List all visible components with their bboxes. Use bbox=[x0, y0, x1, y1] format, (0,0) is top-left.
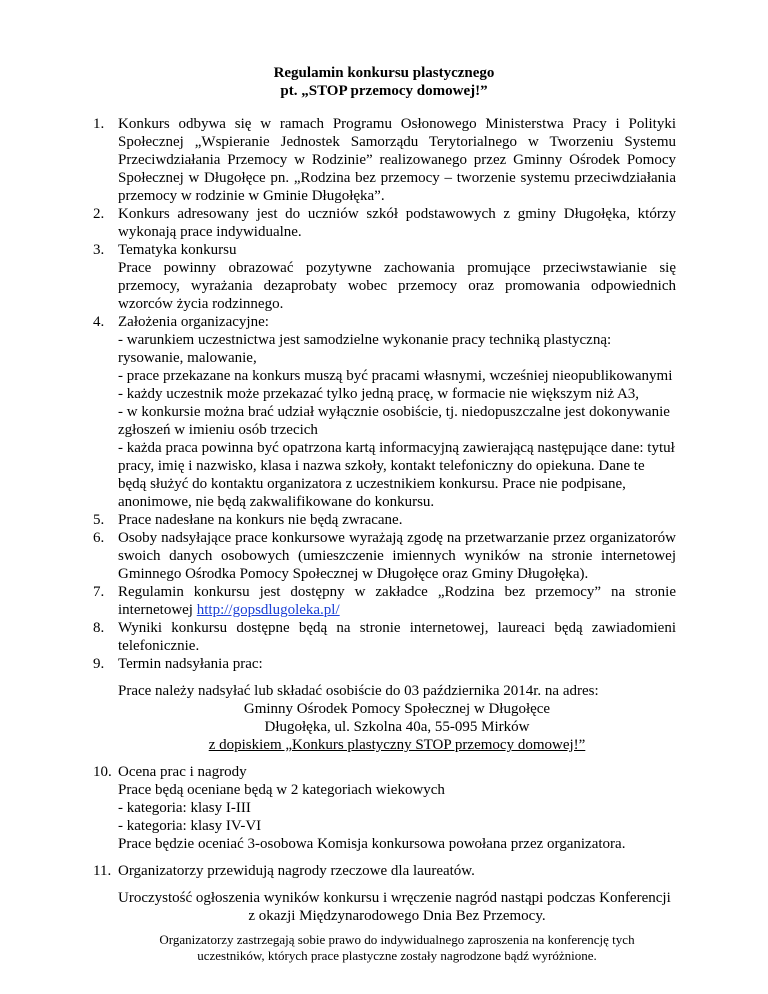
rule-number: 6. bbox=[93, 530, 105, 546]
rule-number: 7. bbox=[93, 584, 105, 600]
rule-text: Konkurs adresowany jest do uczniów szkół podstawowych z gminy Długołęka, którzy wykonają prace indywidualne. bbox=[118, 206, 676, 240]
rule-heading: Termin nadsyłania prac: bbox=[118, 656, 263, 672]
rule-heading: Tematyka konkursu bbox=[118, 242, 237, 258]
rule-item-10 bbox=[93, 763, 676, 853]
rule-text: Prace nadesłane na konkurs nie będą zwracane. bbox=[118, 512, 403, 528]
rule-point: - każdy uczestnik może przekazać tylko jedną pracę, w formacie nie większym niż A3, bbox=[118, 386, 640, 402]
ceremony-line-1: Uroczystość ogłoszenia wyników konkursu i wręczenie nagród nastąpi podczas Konferencji bbox=[118, 890, 671, 906]
rule-line: - kategoria: klasy I-III bbox=[118, 800, 251, 816]
rule-point: - warunkiem uczestnictwa jest samodzielne wykonanie pracy techniką plastyczną: rysowanie, malowanie, bbox=[118, 332, 612, 366]
rule-line: Prace będzie oceniać 3-osobowa Komisja konkursowa powołana przez organizatora. bbox=[118, 836, 626, 852]
rule-number: 1. bbox=[93, 116, 105, 132]
website-link[interactable]: http://gopsdlugoleka.pl/ bbox=[196, 602, 340, 618]
rule-heading: Ocena prac i nagrody bbox=[118, 764, 247, 780]
rule-text: Organizatorzy przewidują nagrody rzeczowe dla laureatów. bbox=[118, 863, 475, 879]
rule-item-5 bbox=[93, 511, 676, 529]
rule-number: 3. bbox=[93, 242, 105, 258]
rule-item-11 bbox=[93, 862, 676, 964]
rule-item-1 bbox=[93, 115, 676, 205]
rule-item-8 bbox=[93, 619, 676, 655]
rule-item-9 bbox=[93, 655, 676, 754]
rule-number: 11. bbox=[93, 863, 112, 879]
document-subtitle: pt. „STOP przemocy domowej!” bbox=[280, 83, 488, 99]
rule-item-4 bbox=[93, 313, 676, 511]
rule-number: 4. bbox=[93, 314, 105, 330]
rule-item-2 bbox=[93, 205, 676, 241]
rule-point: - prace przekazane na konkurs muszą być pracami własnymi, wcześniej nieopublikowanymi bbox=[118, 368, 673, 384]
note-line-2: uczestników, których prace plastyczne zostały nagrodzone bądź wyróżnione. bbox=[197, 948, 597, 963]
rule-heading: Założenia organizacyjne: bbox=[118, 314, 269, 330]
rule-text: Konkurs odbywa się w ramach Programu Osłonowego Ministerstwa Pracy i Polityki Społecznej „Wspieranie Jednostek Samorządu Terytorialnego w Tworzeniu Systemu Przeciwdziałania Przemocy w Rodzinie” realizowanego przez Gminny Ośrodek Pomocy Społecznej w Długołęce pn. „Rodzina bez przemocy – tworzenie systemu przeciwdziałania przemocy w rodzinie w Gminie Długołęka”. bbox=[118, 116, 676, 204]
rule-number: 9. bbox=[93, 656, 105, 672]
rule-line: Prace będą oceniane będą w 2 kategoriach wiekowych bbox=[118, 782, 445, 798]
rule-number: 10. bbox=[93, 764, 112, 780]
rule-item-7 bbox=[93, 583, 676, 619]
rule-line: - kategoria: klasy IV-VI bbox=[118, 818, 262, 834]
ceremony-line-2: z okazji Międzynarodowego Dnia Bez Przemocy. bbox=[248, 908, 546, 924]
deadline-text: Prace należy nadsyłać lub składać osobiście do 03 października 2014r. na adres: bbox=[118, 683, 599, 699]
rule-point: - każda praca powinna być opatrzona kartą informacyjną zawierającą następujące dane: tytuł pracy, imię i nazwisko, klasa i nazwa szkoły, kontakt telefoniczny do opiekuna. Dane te będą służyć do kontaktu organizatora z uczestnikiem konkursu. Prace nie podpisane, anonimowe, nie będą zakwalifikowane do konkursu. bbox=[118, 440, 675, 510]
rule-text: Wyniki konkursu dostępne będą na stronie internetowej, laureaci będą zawiadomieni telefonicznie. bbox=[118, 620, 676, 654]
rule-item-3 bbox=[93, 241, 676, 313]
address-line-2: Długołęka, ul. Szkolna 40a, 55-095 Mirków bbox=[264, 719, 530, 735]
rule-point: - w konkursie można brać udział wyłącznie osobiście, tj. niedopuszczalne jest dokonywanie zgłoszeń w imieniu osób trzecich bbox=[118, 404, 670, 438]
rule-text: Regulamin konkursu jest dostępny w zakładce „Rodzina bez przemocy” na stronie internetowej bbox=[118, 584, 676, 618]
address-line-1: Gminny Ośrodek Pomocy Społecznej w Długołęce bbox=[243, 701, 551, 717]
note-line-1: Organizatorzy zastrzegają sobie prawo do indywidualnego zaproszenia na konferencję tych bbox=[159, 932, 635, 947]
rules-list bbox=[93, 115, 676, 964]
rule-number: 8. bbox=[93, 620, 105, 636]
rule-number: 2. bbox=[93, 206, 105, 222]
document-title: Regulamin konkursu plastycznego bbox=[273, 65, 495, 81]
rule-text: Prace powinny obrazować pozytywne zachowania promujące przeciwstawianie się przemocy, wyrażania dezaprobaty wobec przemocy oraz promowania odpowiednich wzorców życia rodzinnego. bbox=[118, 260, 676, 312]
rule-number: 5. bbox=[93, 512, 105, 528]
address-line-3: z dopiskiem „Konkurs plastyczny STOP przemocy domowej!” bbox=[208, 737, 586, 753]
rule-text: Osoby nadsyłające prace konkursowe wyrażają zgodę na przetwarzanie przez organizatorów swoich danych osobowych (umieszczenie imiennych wyników na stronie internetowej Gminnego Ośrodka Pomocy Społecznej w Długołęce oraz Gminy Długołęka). bbox=[118, 530, 676, 582]
rule-item-6 bbox=[93, 529, 676, 583]
